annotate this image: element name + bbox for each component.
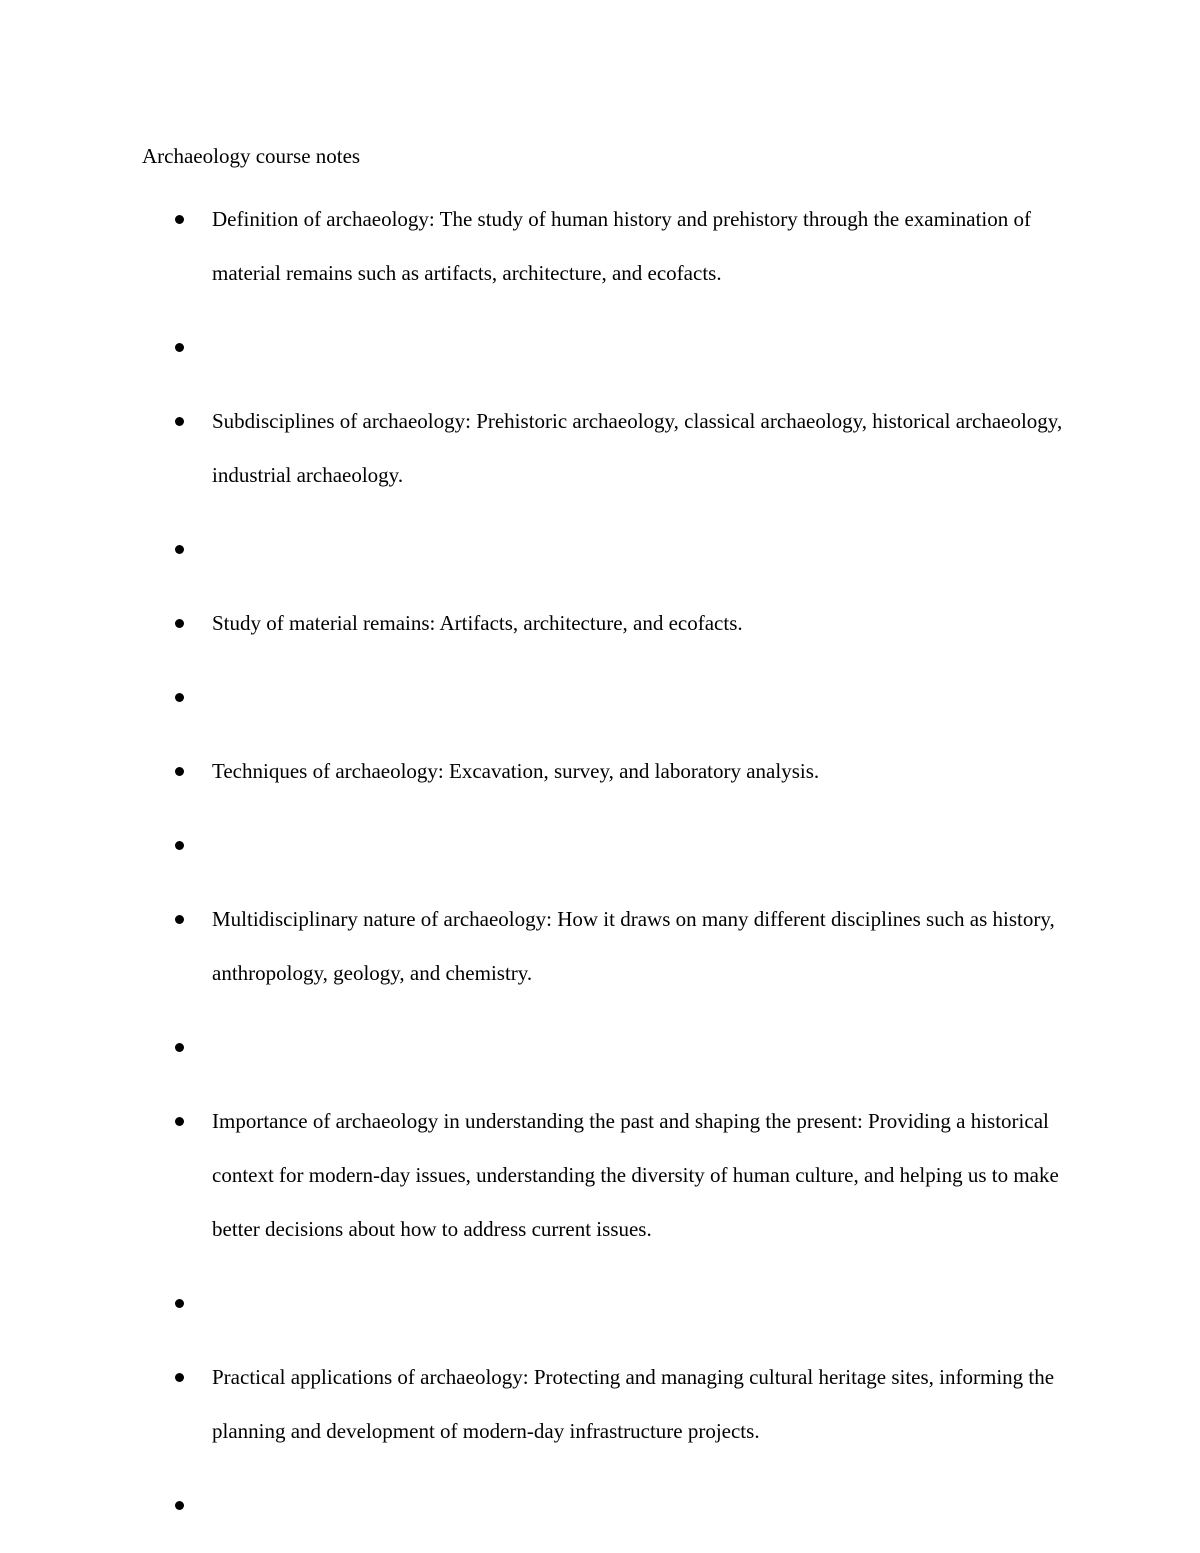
bullet-icon <box>175 343 184 352</box>
list-item <box>0 522 1200 576</box>
list-item <box>0 892 1200 1000</box>
list-item-text: Subdisciplines of archaeology: Prehistoric archaeology, classical archaeology, historical archaeology, industrial archaeology. <box>212 409 1063 487</box>
document-title: Archaeology course notes <box>142 144 361 168</box>
list-item <box>0 192 1200 300</box>
list-item-text: Practical applications of archaeology: Protecting and managing cultural heritage sites, informing the planning and development of modern-day infrastructure projects. <box>212 1365 1055 1443</box>
bullet-icon <box>175 693 184 702</box>
bullet-icon <box>175 417 184 426</box>
list-item-text: Study of material remains: Artifacts, architecture, and ecofacts. <box>212 611 743 635</box>
bullet-icon <box>175 1373 184 1382</box>
list-item <box>0 1276 1200 1330</box>
list-item-text: Importance of archaeology in understanding the past and shaping the present: Providing a historical context for modern-day issues, understanding the diversity of human culture, and helping us to make better decisions about how to address current issues. <box>212 1109 1059 1241</box>
bullet-icon <box>175 767 184 776</box>
list-item <box>0 670 1200 724</box>
list-item-text: Multidisciplinary nature of archaeology: How it draws on many different disciplines such as history, anthropology, geology, and chemistry. <box>212 907 1055 985</box>
bullet-icon <box>175 915 184 924</box>
list-item-text: Definition of archaeology: The study of human history and prehistory through the examination of material remains such as artifacts, architecture, and ecofacts. <box>212 207 1032 285</box>
list-item <box>0 1350 1200 1458</box>
bullet-icon <box>175 545 184 554</box>
bullet-icon <box>175 215 184 224</box>
list-item <box>0 596 1200 650</box>
list-item <box>0 818 1200 872</box>
list-item <box>0 320 1200 374</box>
list-item <box>0 394 1200 502</box>
bullet-icon <box>175 1299 184 1308</box>
list-item <box>0 1094 1200 1256</box>
bullet-icon <box>175 841 184 850</box>
list-item <box>0 1020 1200 1074</box>
list-item <box>0 744 1200 798</box>
bullet-icon <box>175 1117 184 1126</box>
bullet-icon <box>175 619 184 628</box>
bullet-icon <box>175 1043 184 1052</box>
bullet-icon <box>175 1501 184 1510</box>
bullet-list <box>0 192 1200 1552</box>
list-item-text: Techniques of archaeology: Excavation, survey, and laboratory analysis. <box>212 759 820 783</box>
list-item <box>0 1478 1200 1532</box>
